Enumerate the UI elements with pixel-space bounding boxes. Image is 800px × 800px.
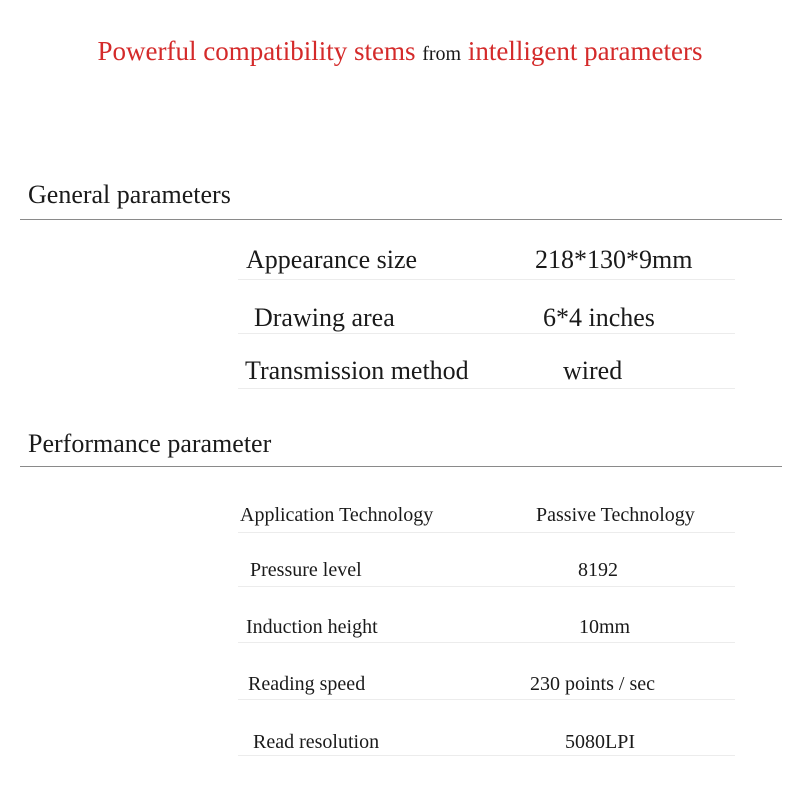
row-key: Drawing area	[254, 303, 395, 332]
performance-row-reading-speed	[238, 671, 735, 700]
performance-row-induction-height	[238, 614, 735, 643]
row-value: 230 points / sec	[530, 673, 655, 695]
performance-section-title: Performance parameter	[28, 429, 272, 458]
performance-row-application-technology	[238, 502, 735, 533]
row-value: 218*130*9mm	[535, 245, 693, 274]
performance-row-read-resolution	[238, 729, 735, 756]
headline-part-3: intelligent parameters	[467, 36, 703, 66]
performance-section-divider	[20, 466, 782, 467]
row-key: Induction height	[246, 616, 378, 638]
row-value: wired	[563, 356, 623, 385]
row-value: 6*4 inches	[543, 303, 655, 332]
row-key: Application Technology	[240, 504, 434, 526]
row-key: Reading speed	[248, 673, 366, 695]
general-section-divider	[20, 219, 782, 220]
general-row-appearance-size	[238, 241, 735, 280]
page-headline	[0, 36, 800, 67]
general-row-drawing-area	[238, 299, 735, 334]
row-key: Read resolution	[253, 731, 380, 753]
row-key: Transmission method	[245, 356, 469, 385]
headline-part-1: Powerful compatibility stems	[97, 36, 416, 66]
row-value: 10mm	[579, 616, 631, 638]
row-key: Pressure level	[250, 559, 362, 581]
general-row-transmission-method	[238, 352, 735, 389]
performance-row-pressure-level	[238, 557, 735, 587]
row-value: 5080LPI	[565, 731, 635, 753]
general-section-title: General parameters	[28, 180, 231, 209]
row-key: Appearance size	[246, 245, 418, 274]
row-value: Passive Technology	[536, 504, 695, 526]
row-value: 8192	[578, 559, 618, 581]
headline-part-2: from	[422, 43, 462, 65]
